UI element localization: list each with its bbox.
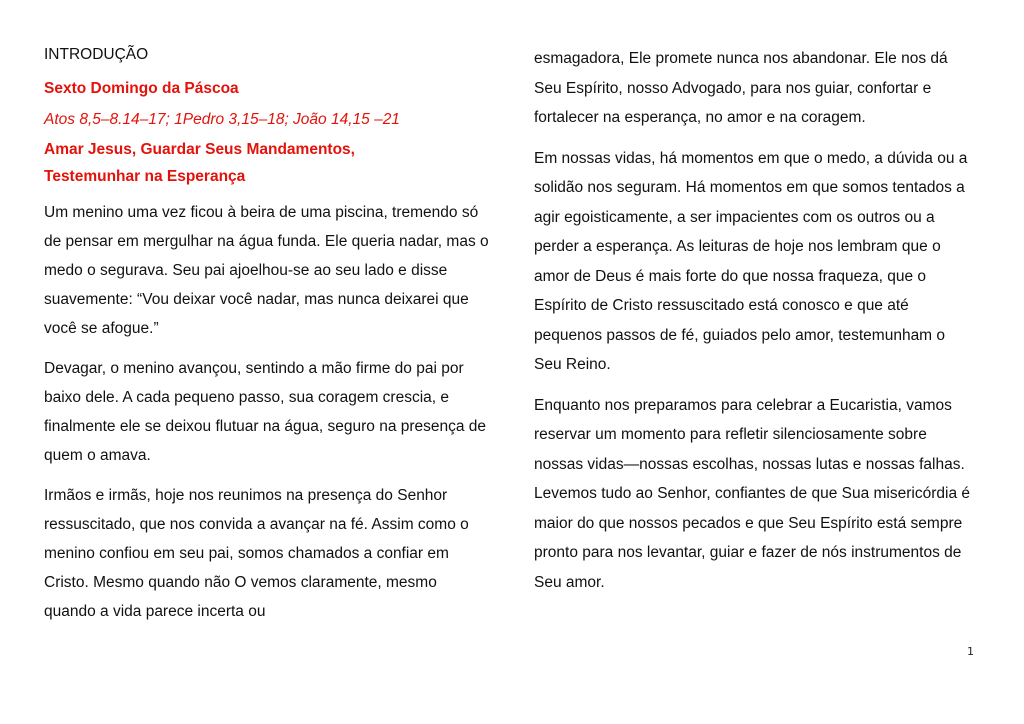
page-number: 1 [967,645,974,658]
left-column [44,44,492,637]
body-paragraph: Um menino uma vez ficou à beira de uma piscina, tremendo só de pensar em mergulhar na água funda. Ele queria nadar, mas o medo o segurava. Seu pai ajoelhou-se ao seu lado e disse suavemente: “Vou deixar você nadar, mas nunca deixarei que você se afogue.” [44,204,489,337]
scripture-references: Atos 8,5–8.14–17; 1Pedro 3,15–18; João 14,15 –21 [44,111,400,128]
theme-title [44,136,492,190]
body-paragraph: Em nossas vidas, há momentos em que o medo, a dúvida ou a solidão nos seguram. Há momentos em que somos tentados a agir egoisticamente, a ser impacientes com os outros ou a perder a esperança. As leituras de hoje nos lembram que o amor de Deus é mais forte do que nossa fraqueza, que o Espírito de Cristo ressuscitado está conosco e que até pequenos passos de fé, guiados pelo amor, testemunham o Seu Reino. [534,149,968,373]
body-paragraph: Enquanto nos preparamos para celebrar a Eucaristia, vamos reservar um momento para refletir silenciosamente sobre nossas vidas—nossas escolhas, nossas lutas e nossas falhas. Levemos tudo ao Senhor, confiantes de que Sua misericórdia é maior do que nossos pecados e que Seu Espírito está sempre pronto para nos levantar, guiar e fazer de nós instrumentos de Seu amor. [534,396,970,591]
theme-title-line-1: Amar Jesus, Guardar Seus Mandamentos, [44,141,355,158]
right-column [534,44,974,608]
liturgical-day-title: Sexto Domingo da Páscoa [44,80,239,97]
page-heading: INTRODUÇÃO [44,46,149,63]
body-paragraph: Devagar, o menino avançou, sentindo a mão firme do pai por baixo dele. A cada pequeno passo, sua coragem crescia, e finalmente ele se deixou flutuar na água, seguro na presença de quem o amava. [44,360,487,464]
theme-title-line-2: Testemunhar na Esperança [44,168,246,185]
body-paragraph: Irmãos e irmãs, hoje nos reunimos na presença do Senhor ressuscitado, que nos convida a avançar na fé. Assim como o menino confiou em seu pai, somos chamados a confiar em Cristo. Mesmo quando não O vemos claramente, mesmo quando a vida parece incerta ou [44,487,469,620]
body-paragraph: esmagadora, Ele promete nunca nos abandonar. Ele nos dá Seu Espírito, nosso Advogado, para nos guiar, confortar e fortalecer na esperança, no amor e na coragem. [534,50,948,126]
